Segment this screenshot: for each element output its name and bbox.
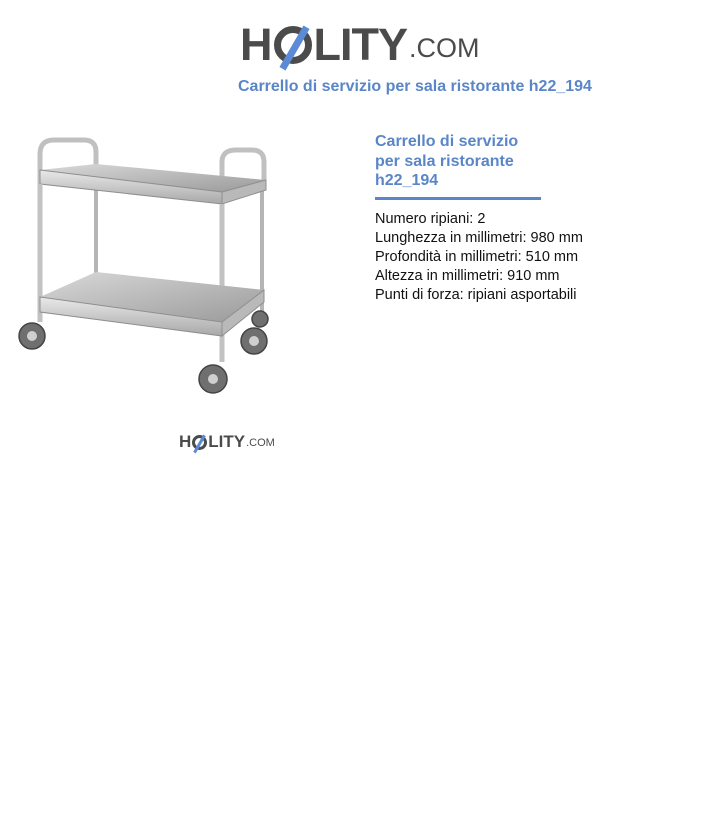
- spec-title-line: h22_194: [375, 172, 439, 189]
- brand-logo[interactable]: [240, 10, 480, 70]
- watermark-letter-h: H: [179, 432, 192, 451]
- spec-item-depth: Profondità in millimetri: 510 mm: [375, 248, 579, 265]
- logo-letters-lity: LITY: [313, 19, 407, 70]
- spec-item-length: Lunghezza in millimetri: 980 mm: [375, 229, 583, 246]
- watermark-letters-lity: LITY: [208, 432, 246, 451]
- logo-letter-h: H: [240, 19, 272, 70]
- spec-panel: [375, 132, 675, 305]
- spec-list: [375, 210, 675, 305]
- watermark-o-icon: [192, 435, 207, 450]
- logo-tld: .COM: [409, 33, 480, 63]
- page-title: Carrello di servizio per sala ristorante h22_194: [238, 78, 592, 95]
- watermark-tld: .COM: [246, 437, 275, 449]
- logo-o-icon: [274, 26, 312, 64]
- spec-item-strengths: Punti di forza: ripiani asportabili: [375, 286, 577, 303]
- spec-item-height: Altezza in millimetri: 910 mm: [375, 267, 560, 284]
- product-image: [14, 132, 280, 402]
- spec-title-line: per sala ristorante: [375, 152, 514, 170]
- spec-title: [375, 132, 545, 191]
- spec-title-line: Carrello di servizio: [375, 133, 519, 150]
- spec-item-shelves: Numero ripiani: 2: [375, 210, 486, 227]
- spec-divider: [375, 197, 541, 200]
- watermark-logo: [179, 430, 275, 452]
- cart-icon: [19, 140, 268, 393]
